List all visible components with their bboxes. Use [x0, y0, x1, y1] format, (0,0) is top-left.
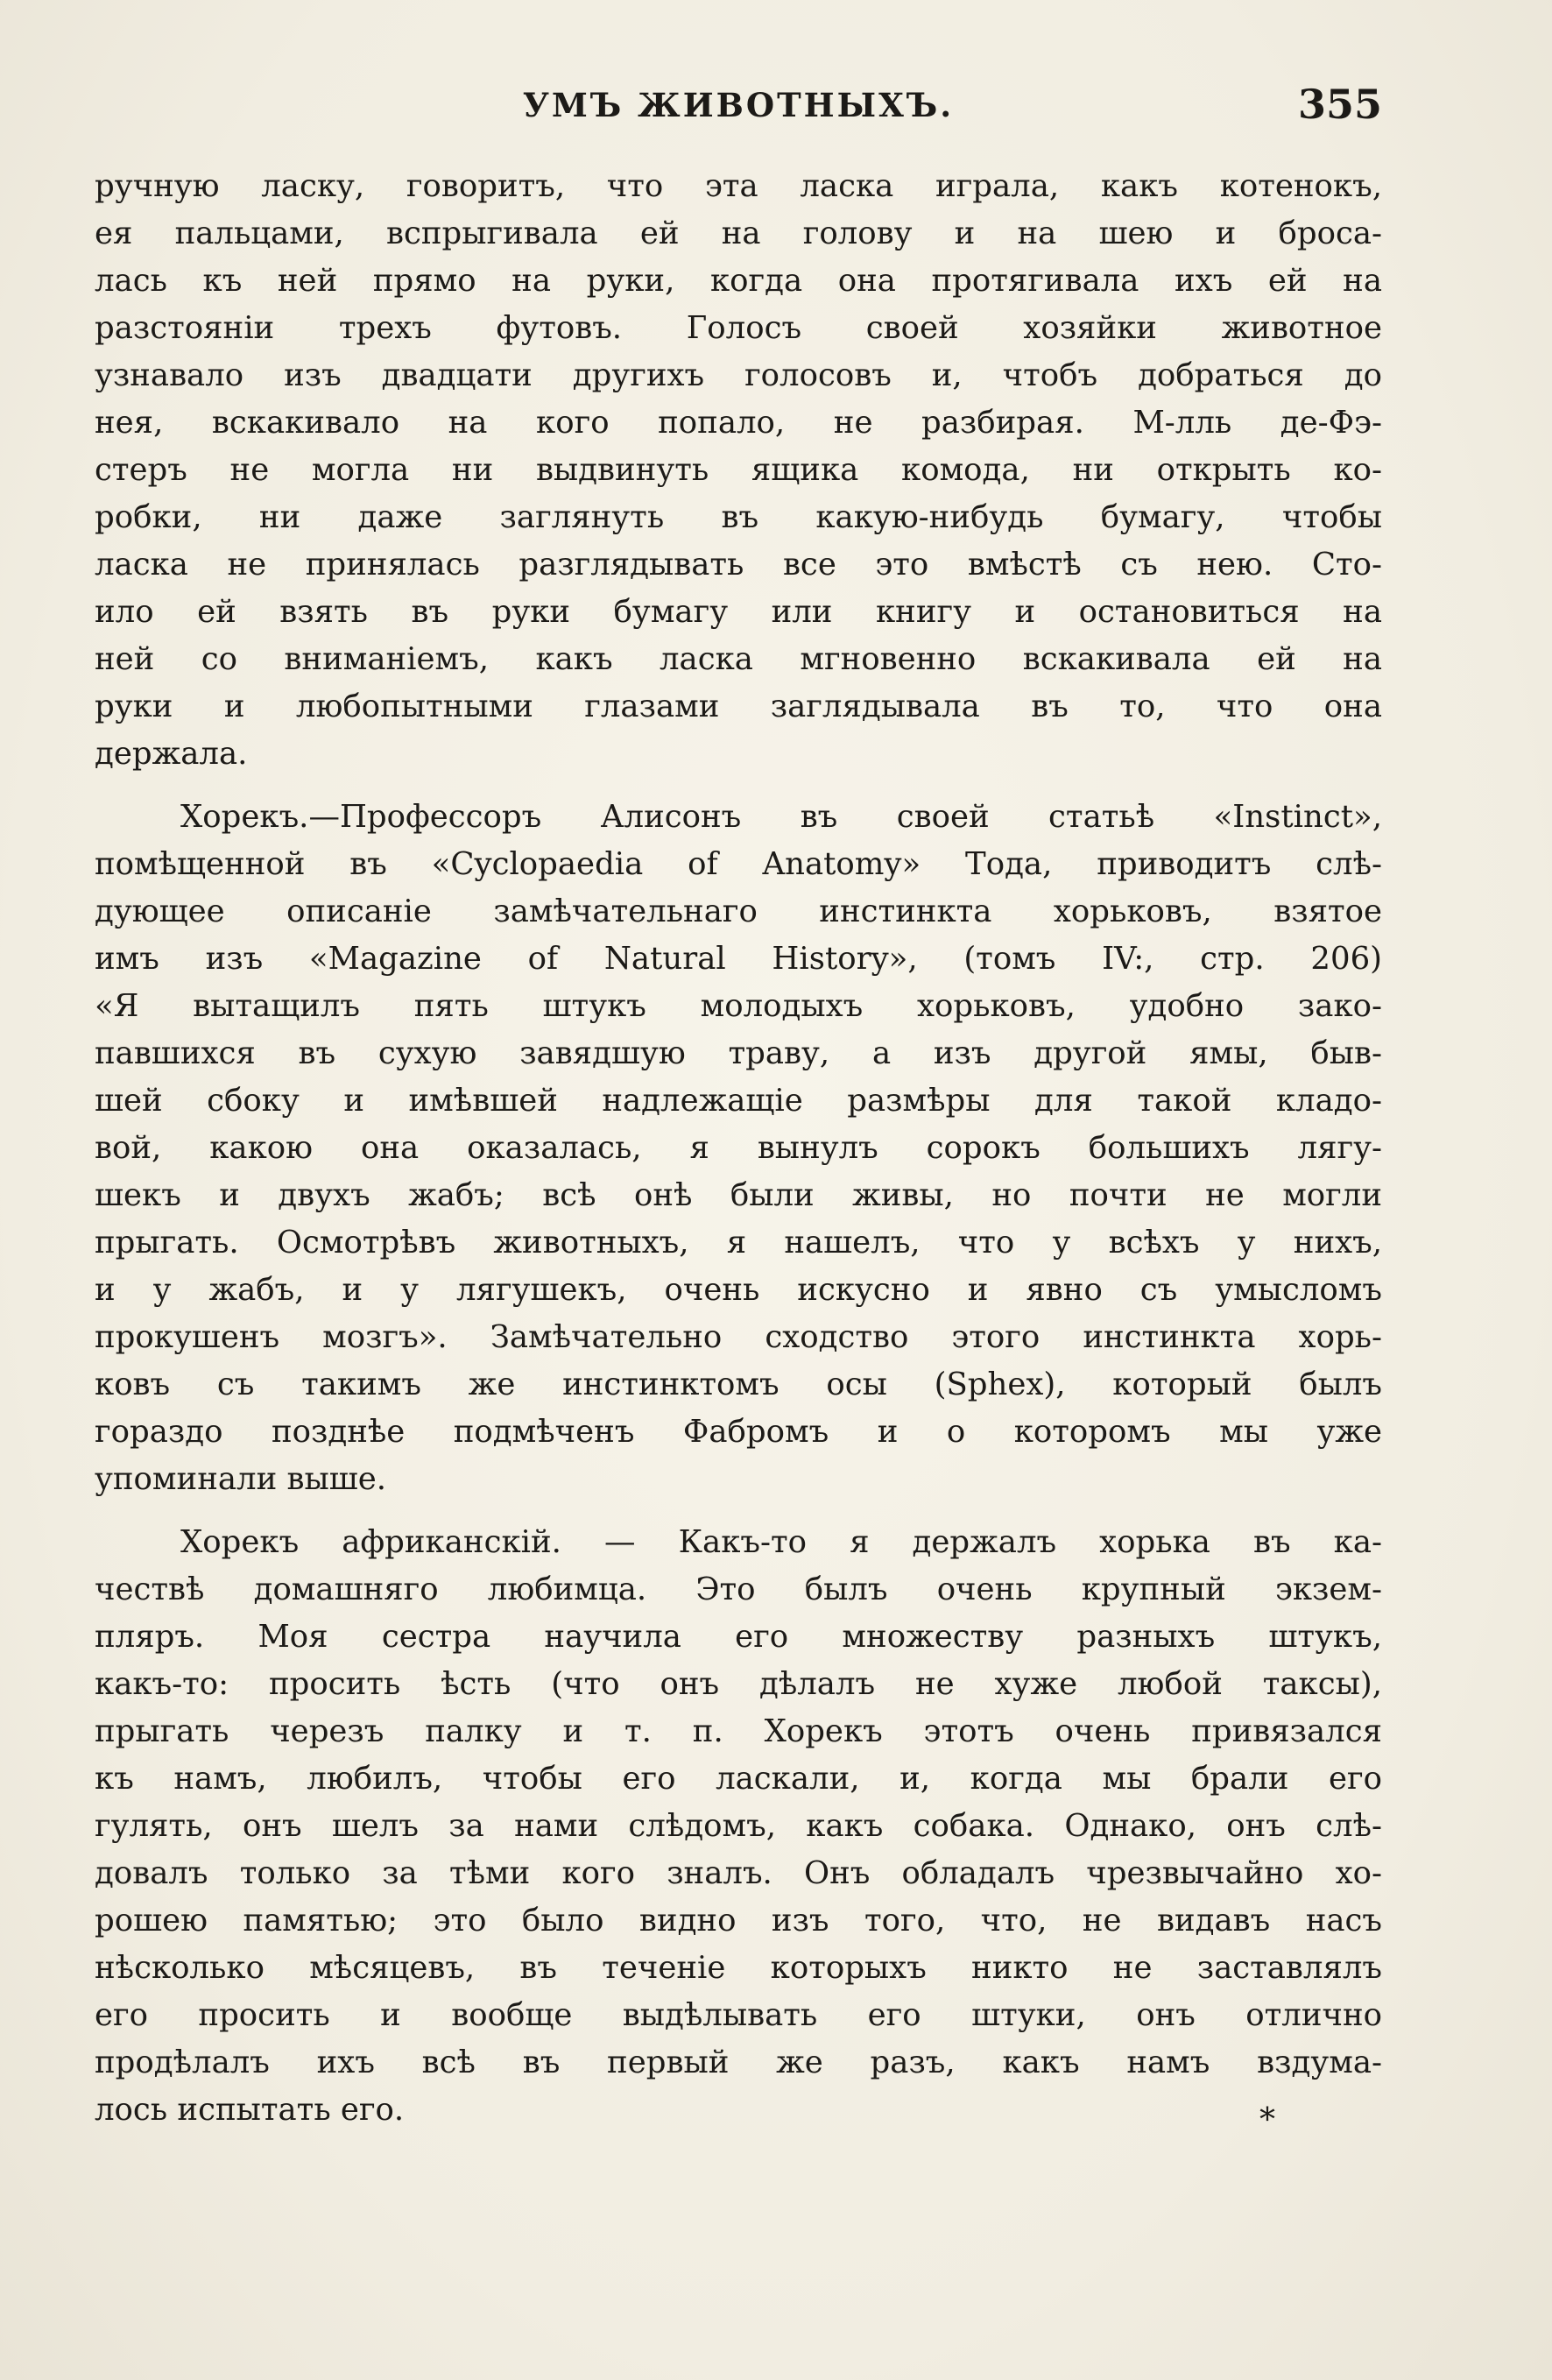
- text-line: ея пальцами, вспрыгивала ей на голову и на шею и броса-: [95, 215, 1382, 251]
- footer-asterisk: *: [1259, 2102, 1275, 2138]
- text-line: стеръ не могла ни выдвинуть ящика комода, ни открыть ко-: [95, 452, 1382, 488]
- text-line: нѣсколько мѣсяцевъ, въ теченіе которыхъ никто не заставлялъ: [95, 1950, 1382, 1986]
- text-line: рошею памятью; это было видно изъ того, что, не видавъ насъ: [95, 1903, 1382, 1939]
- text-line: какъ-то: просить ѣсть (что онъ дѣлалъ не хуже любой таксы),: [95, 1666, 1382, 1702]
- text-line: гораздо позднѣе подмѣченъ Фабромъ и о которомъ мы уже: [95, 1414, 1382, 1450]
- text-line: шей сбоку и имѣвшей надлежащіе размѣры для такой кладо-: [95, 1083, 1382, 1119]
- text-line: прокушенъ мозгъ». Замѣчательно сходство этого инстинкта хорь-: [95, 1319, 1382, 1355]
- text-line: прыгать. Осмотрѣвъ животныхъ, я нашелъ, что у всѣхъ у нихъ,: [95, 1225, 1382, 1261]
- text-line: павшихся въ сухую завядшую траву, а изъ другой ямы, быв-: [95, 1035, 1382, 1071]
- text-line: продѣлалъ ихъ всѣ въ первый же разъ, какъ намъ вздума-: [95, 2045, 1382, 2080]
- text-line: ковъ съ такимъ же инстинктомъ осы (Sphex), который былъ: [95, 1367, 1382, 1402]
- text-line: прыгать черезъ палку и т. п. Хорекъ этотъ очень привязался: [95, 1713, 1382, 1749]
- paragraph-gap: [95, 778, 1382, 794]
- text-line: шекъ и двухъ жабъ; всѣ онѣ были живы, но почти не могли: [95, 1177, 1382, 1213]
- text-line: ручную ласку, говоритъ, что эта ласка играла, какъ котенокъ,: [95, 168, 1382, 204]
- text-line: его просить и вообще выдѣлывать его штуки, онъ отлично: [95, 1997, 1382, 2033]
- text-line: пляръ. Моя сестра научила его множеству разныхъ штукъ,: [95, 1619, 1382, 1655]
- text-line: дующее описаніе замѣчательнаго инстинкта хорьковъ, взятое: [95, 893, 1382, 929]
- text-line: ило ей взять въ руки бумагу или книгу и остановиться на: [95, 594, 1382, 630]
- text-line: къ намъ, любилъ, чтобы его ласкали, и, когда мы брали его: [95, 1761, 1382, 1797]
- text-line: упоминали выше.: [95, 1461, 387, 1497]
- paragraph: [95, 163, 1382, 778]
- text-line: лось испытать его.: [95, 2092, 405, 2128]
- running-title: УМЪ ЖИВОТНЫХЪ.: [522, 86, 955, 124]
- text-line: держала.: [95, 736, 248, 772]
- paragraph-gap: [95, 1503, 1382, 1519]
- page-header: [95, 81, 1382, 133]
- text-line: имъ изъ «Magazine of Natural History», (томъ IV:, стр. 206): [95, 941, 1382, 977]
- page-number: 355: [1297, 81, 1382, 128]
- text-line: Хорекъ африканскій. — Какъ-то я держалъ хорька въ ка-: [180, 1524, 1382, 1560]
- text-line: довалъ только за тѣми кого зналъ. Онъ обладалъ чрезвычайно хо-: [95, 1855, 1382, 1891]
- text-line: Хорекъ.—Профессоръ Алисонъ въ своей статьѣ «Instinct»,: [180, 799, 1382, 835]
- paragraph: [95, 1519, 1382, 2134]
- text-line: робки, ни даже заглянуть въ какую-нибудь бумагу, чтобы: [95, 499, 1382, 535]
- text-line: узнавало изъ двадцати другихъ голосовъ и, чтобъ добраться до: [95, 357, 1382, 393]
- text-line: разстояніи трехъ футовъ. Голосъ своей хозяйки животное: [95, 310, 1382, 346]
- text-line: и у жабъ, и у лягушекъ, очень искусно и явно съ умысломъ: [95, 1272, 1382, 1308]
- text-line: руки и любопытными глазами заглядывала въ то, что она: [95, 689, 1382, 724]
- text-line: гулять, онъ шелъ за нами слѣдомъ, какъ собака. Однако, онъ слѣ-: [95, 1808, 1382, 1844]
- text-line: ласка не принялась разглядывать все это вмѣстѣ съ нею. Сто-: [95, 547, 1382, 583]
- body-text: [95, 163, 1382, 2134]
- text-line: лась къ ней прямо на руки, когда она протягивала ихъ ей на: [95, 263, 1382, 299]
- text-line: помѣщенной въ «Cyclopaedia of Anatomy» Тода, приводитъ слѣ-: [95, 846, 1382, 882]
- text-line: ней со вниманіемъ, какъ ласка мгновенно вскакивала ей на: [95, 641, 1382, 677]
- text-line: нея, вскакивало на кого попало, не разбирая. М-лль де-Фэ-: [95, 405, 1382, 441]
- text-line: «Я вытащилъ пять штукъ молодыхъ хорьковъ, удобно зако-: [95, 988, 1382, 1024]
- paragraph: [95, 794, 1382, 1503]
- text-line: чествѣ домашняго любимца. Это былъ очень крупный экзем-: [95, 1571, 1382, 1607]
- text-line: вой, какою она оказалась, я вынулъ сорокъ большихъ лягу-: [95, 1130, 1382, 1166]
